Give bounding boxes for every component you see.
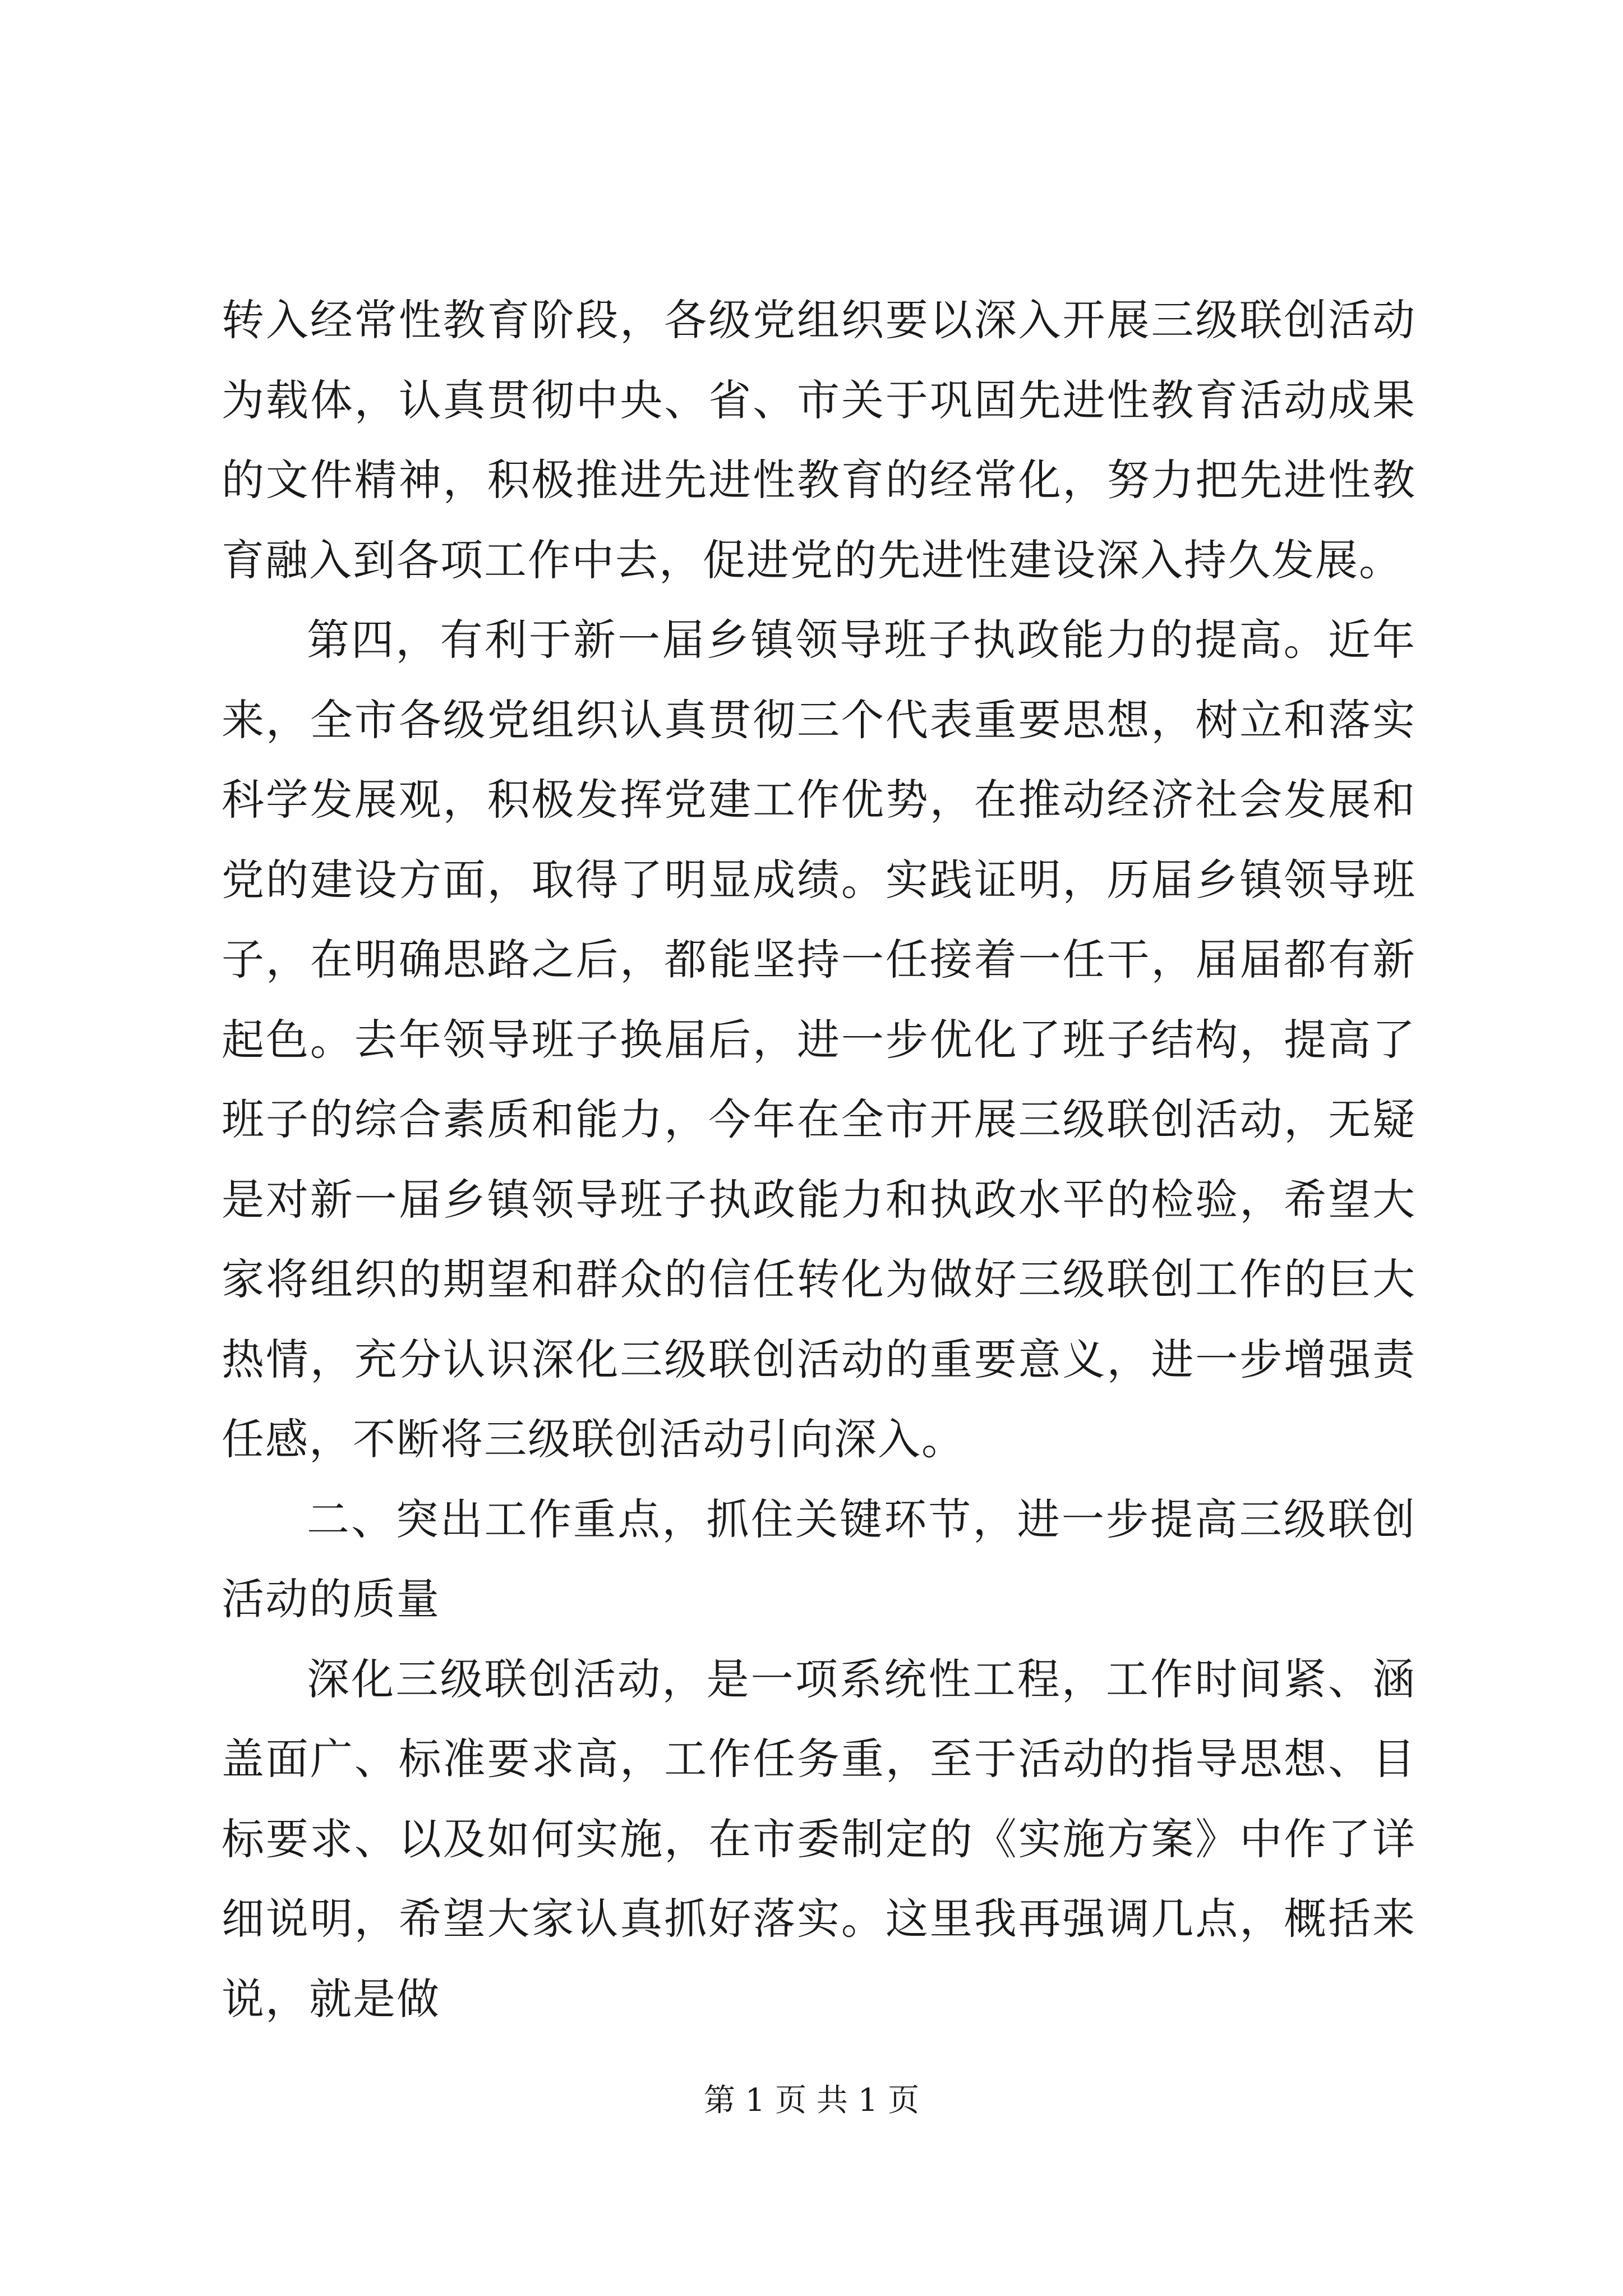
page-footer: 第 1 页 共 1 页 bbox=[703, 2082, 920, 2119]
section-heading-two: 二、突出工作重点，抓住关键环节，进一步提高三级联创活动的质量 bbox=[222, 1494, 1416, 1624]
paragraph-fourth-point: 第四，有利于新一届乡镇领导班子执政能力的提高。近年来，全市各级党组织认真贯彻三个代表重要思想，树立和落实科学发展观，积极发挥党建工作优势，在推动经济社会发展和党的建设方面，取得了明显成绩。实践证明，历届乡镇领导班子，在明确思路之后，都能坚持一任接着一任干，届届都有新起色。去年领导班子换届后，进一步优化了班子结构，提高了班子的综合素质和能力，今年在全市开展三级联创活动，无疑是对新一届乡镇领导班子执政能力和执政水平的检验，希望大家将组织的期望和群众的信任转化为做好三级联创工作的巨大热情，充分认识深化三级联创活动的重要意义，进一步增强责任感，不断将三级联创活动引向深入。 bbox=[222, 615, 1416, 1464]
document-body bbox=[222, 280, 1416, 2039]
paragraph-deepening: 深化三级联创活动，是一项系统性工程，工作时间紧、涵盖面广、标准要求高，工作任务重，至于活动的指导思想、目标要求、以及如何实施，在市委制定的《实施方案》中作了详细说明，希望大家认真抓好落实。这里我再强调几点，概括来说，就是做 bbox=[222, 1654, 1416, 2024]
paragraph-continuation: 转入经常性教育阶段，各级党组织要以深入开展三级联创活动为载体，认真贯彻中央、省、市关于巩固先进性教育活动成果的文件精神，积极推进先进性教育的经常化，努力把先进性教育融入到各项工作中去，促进党的先进性建设深入持久发展。 bbox=[222, 295, 1416, 585]
